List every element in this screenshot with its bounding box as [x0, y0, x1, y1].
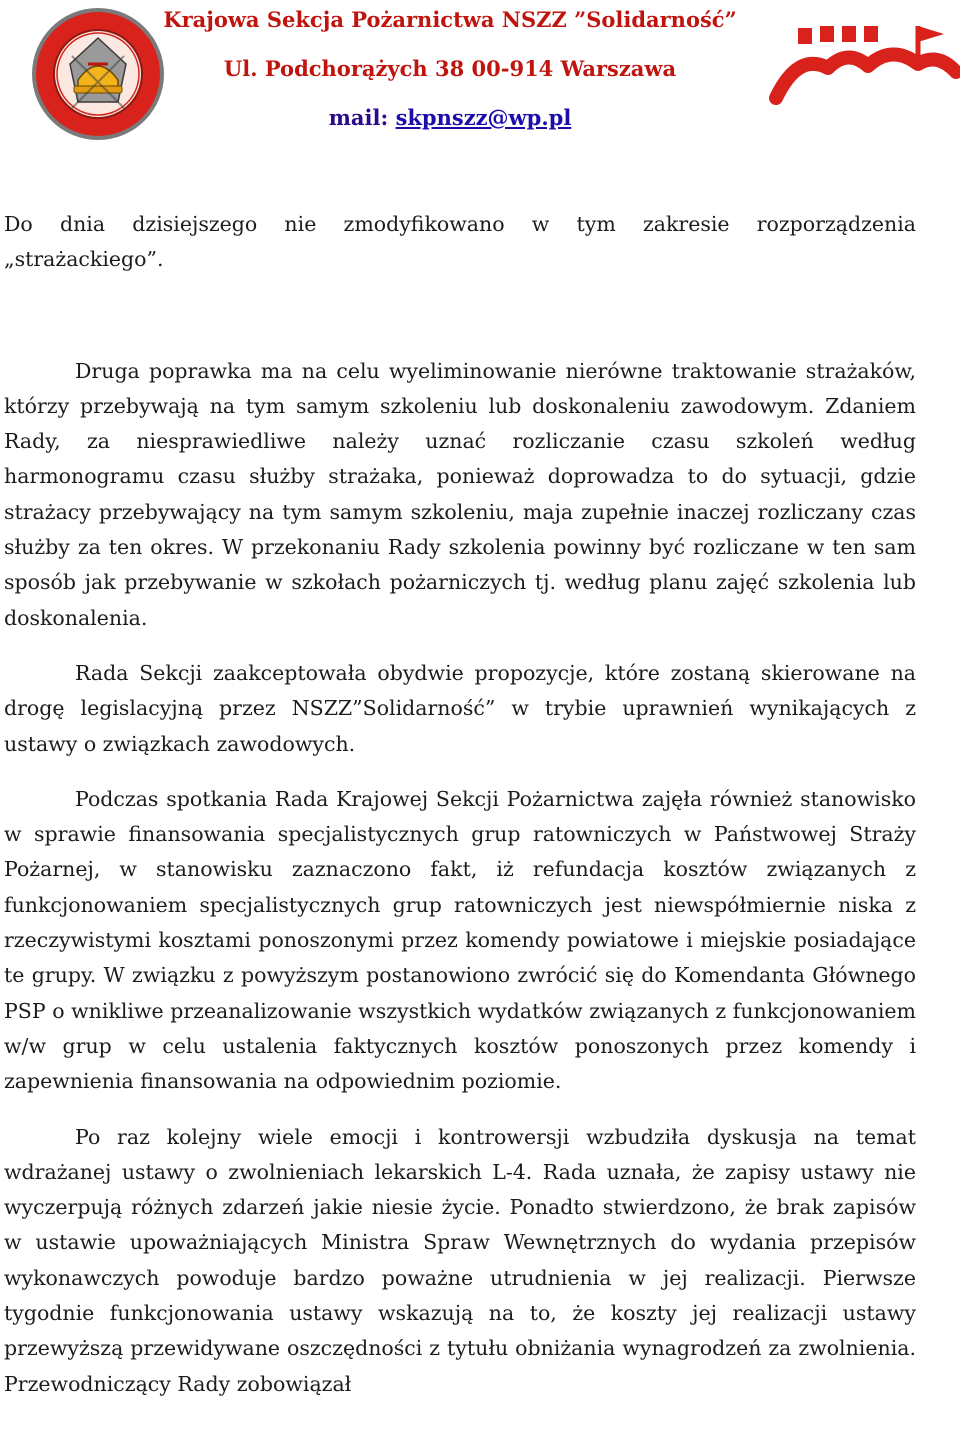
- nszz-solidarnosc-logo-icon: [768, 22, 960, 106]
- paragraph-1: Do dnia dzisiejszego nie zmodyfikowano w tym zakresie rozporządzenia „strażackiego”.: [4, 212, 916, 272]
- mail-link[interactable]: skpnszz@wp.pl: [395, 105, 572, 130]
- organization-name: Krajowa Sekcja Pożarnictwa NSZZ ”Solidarność”: [163, 7, 737, 32]
- document-body: [4, 207, 916, 1402]
- krajowa-sekcja-pozarnictwa-seal-icon: [30, 6, 166, 142]
- paragraph-5: Po raz kolejny wiele emocji i kontrowersji wzbudziła dyskusja na temat wdrażanej ustawy o zwolnieniach lekarskich L-4. Rada uznała, że zapisy ustawy nie wyczerpują różnych zdarzeń jakie niesie życie. Ponadto stwierdzono, że brak zapisów w ustawie upoważniających Ministra Spraw Wewnętrznych do wydania przepisów wykonawczych powoduje bardzo poważne utrudnienia w jej realizacji. Pierwsze tygodnie funkcjonowania ustawy wskazują na to, że koszty jej realizacji ustawy przewyższą przewidywane oszczędności z tytułu obniżania wynagrodzeń za zwolnienia. Przewodniczący Rady zobowiązał: [4, 1124, 916, 1396]
- letterhead-text: [160, 8, 740, 130]
- paragraph-2: Druga poprawka ma na celu wyeliminowanie nierówne traktowanie strażaków, którzy przebywają na tym samym szkoleniu lub doskonaleniu zawodowym. Zdaniem Rady, za niesprawiedliwe należy uznać rozliczanie czasu szkoleń według harmonogramu czasu służby strażaka, ponieważ doprowadza to do sytuacji, gdzie strażacy przebywający na tym samym szkoleniu, maja zupełnie inaczej rozliczany czas służby za ten okres. W przekonaniu Rady szkolenia powinny być rozliczane w ten sam sposób jak przebywanie w szkołach pożarniczych tj. według planu zajęć szkolenia lub doskonalenia.: [4, 358, 916, 630]
- organization-address: Ul. Podchorążych 38 00-914 Warszawa: [223, 56, 677, 81]
- paragraph-4: Podczas spotkania Rada Krajowej Sekcji Pożarnictwa zajęła również stanowisko w sprawie finansowania specjalistycznych grup ratowniczych w Państwowej Straży Pożarnej, w stanowisku zaznaczono fakt, iż refundacja kosztów związanych z funkcjonowaniem specjalistycznych grup ratowniczych jest niewspółmiernie niska z rzeczywistymi kosztami ponoszonymi przez komendy powiatowe i miejskie posiadające te grupy. W związku z powyższym postanowiono zwrócić się do Komendanta Głównego PSP o wnikliwe przeanalizowanie wszystkich wydatków związanych z funkcjonowaniem w/w grup w celu ustalenia faktycznych kosztów ponoszonych przez komendy i zapewnienia finansowania na odpowiednim poziomie.: [4, 786, 916, 1094]
- paragraph-3: Rada Sekcji zaakceptowała obydwie propozycje, które zostaną skierowane na drogę legislacyjną przez NSZZ”Solidarność” w trybie uprawnień wynikających z ustawy o związkach zawodowych.: [4, 660, 916, 756]
- letterhead: [0, 0, 960, 160]
- organization-mail: [160, 106, 740, 130]
- mail-label: mail:: [328, 105, 396, 130]
